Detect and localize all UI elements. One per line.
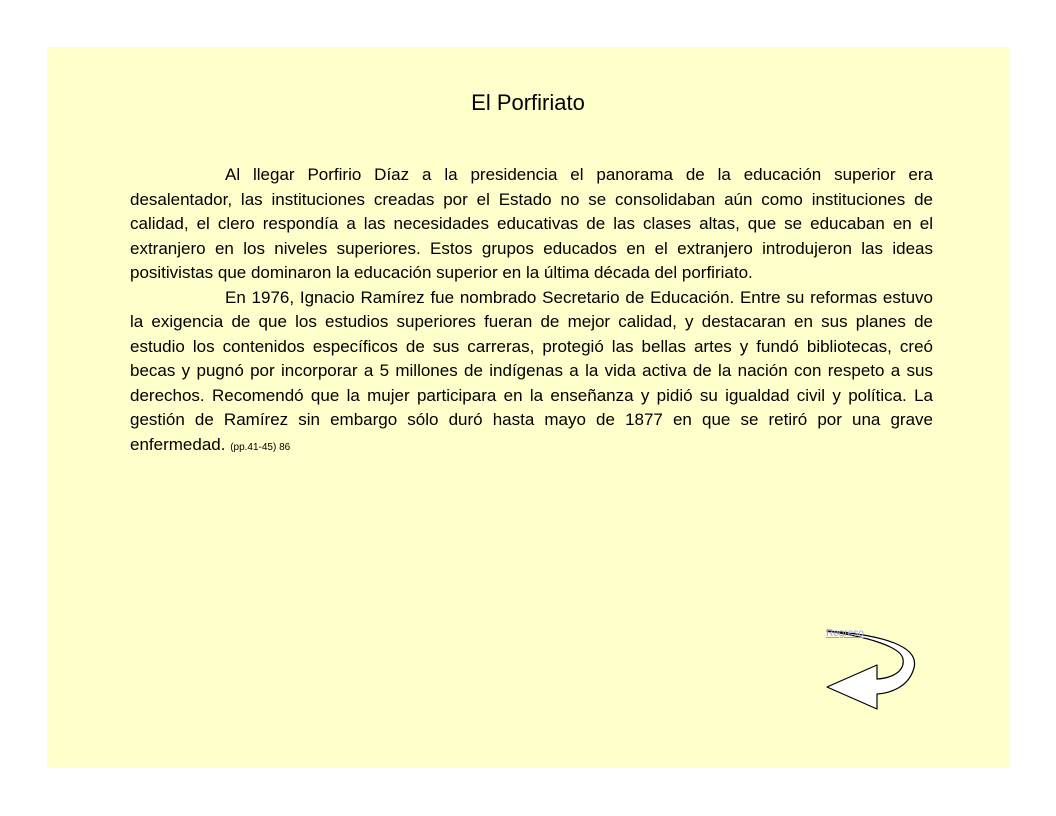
citation-reference: (pp.41-45) 86 [230, 441, 291, 453]
paragraph-1 [130, 163, 933, 286]
paragraph-2-text: En 1976, Ignacio Ramírez fue nombrado Secretario de Educación. Entre su reformas estuvo la exigencia de que los estudios superiores fueran de mejor calidad, y destacaran en sus planes de estudio los contenidos específicos de sus carreras, protegió las bellas artes y fundó bibliotecas, creó becas y pugnó por incorporar a 5 millones de indígenas a la vida activa de la nación con respeto a sus derechos. Recomendó que la mujer participara en la enseñanza y pidió su igualdad civil y política. La gestión de Ramírez sin embargo sólo duró hasta mayo de 1877 en que se retiró por una grave enfermedad. [130, 287, 933, 454]
slide [47, 47, 1009, 768]
back-link[interactable]: Regreso [826, 628, 864, 639]
paragraph-2 [130, 286, 933, 461]
paragraph-1-text: Al llegar Porfirio Díaz a la presidencia el panorama de la educación superior era desalentador, las instituciones creadas por el Estado no se consolidaban aún como instituciones de calidad, el clero respondía a las necesidades educativas de las clases altas, que se educaban en el extranjero en los niveles superiores. Estos grupos educados en el extranjero introdujeron las ideas positivistas que dominaron la educación superior en la última década del porfiriato. [130, 165, 933, 282]
page-title: El Porfiriato [471, 90, 585, 115]
body-text [130, 163, 933, 460]
curved-back-arrow-icon[interactable] [825, 629, 925, 711]
